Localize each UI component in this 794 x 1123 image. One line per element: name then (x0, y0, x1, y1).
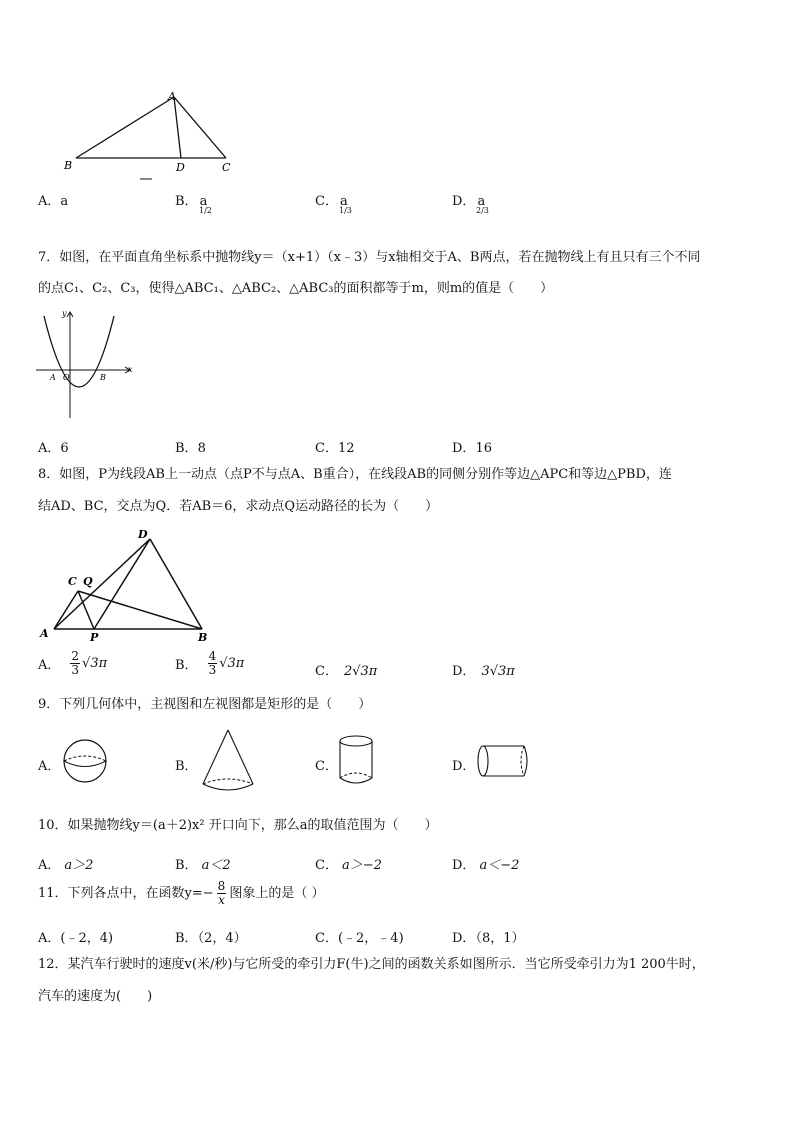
q9-option-d[interactable]: D． (452, 759, 476, 774)
q8-stem-line1: 8．如图，P为线段AB上一动点（点P不与点A、B重合），在线段AB的同侧分别作等边△APC和等边△PBD，连 (38, 467, 672, 482)
label-A: A (168, 90, 176, 103)
q10-option-b[interactable]: B． a＜2 (175, 858, 231, 873)
q7-option-a[interactable]: A．6 (38, 441, 69, 456)
label-D: D (176, 161, 185, 174)
q9-stem: 9．下列几何体中，主视图和左视图都是矩形的是（ ） (38, 697, 372, 712)
q7-parabola-figure (36, 308, 136, 420)
q8-triangles-figure (38, 525, 218, 645)
q6-triangle-figure (60, 90, 250, 180)
q9-option-a[interactable]: A． (38, 759, 61, 774)
label-B: B (100, 373, 106, 382)
upright-cylinder-icon (336, 734, 376, 786)
q6-option-a[interactable]: A．a (38, 194, 69, 209)
q11-option-b[interactable]: B．（2，4） (175, 931, 247, 946)
q7-stem-line2: 的点C₁、C₂、C₃，使得△ABC₁、△ABC₂、△ABC₃的面积都等于m，则m的值是（ ） (38, 281, 554, 296)
q10-option-c[interactable]: C． a＞−2 (315, 858, 382, 873)
q11-option-d[interactable]: D．（8，1） (452, 931, 525, 946)
q6-option-d-sub: 2/3 (476, 206, 489, 215)
q8-stem-line2: 结AD、BC，交点为Q．若AB＝6，求动点Q运动路径的长为（ ） (38, 499, 439, 514)
cone-icon (200, 728, 256, 794)
q12-stem-line2: 汽车的速度为( ) (38, 989, 153, 1004)
label-O: O (63, 373, 70, 382)
label-A: A (40, 627, 49, 640)
q7-option-c[interactable]: C．12 (315, 441, 355, 456)
q10-option-d[interactable]: D． a＜−2 (452, 858, 520, 873)
q9-option-b[interactable]: B． (175, 759, 198, 774)
q6-option-b[interactable]: B． a 1/2 (175, 194, 212, 215)
q11-option-c[interactable]: C．(﹣2，﹣4) (315, 931, 404, 946)
q8-option-a-fraction: $\frac{2}{3}$ (71, 649, 80, 678)
label-B: B (64, 159, 73, 172)
q7-option-d[interactable]: D．16 (452, 441, 492, 456)
label-x: x (128, 365, 133, 374)
q8-option-b[interactable]: B． $\frac{4}{3}$ √3π (175, 649, 245, 678)
q8-option-b-fraction: $\frac{4}{3}$ (208, 649, 217, 678)
q8-option-c[interactable]: C． 2√3π (315, 664, 378, 679)
q12-stem-line1: 12．某汽车行驶时的速度v(米/秒)与它所受的牵引力F(牛)之间的函数关系如图所示．当它所受牵引力为1 200牛时， (38, 957, 705, 972)
label-P: P (90, 631, 99, 644)
q9-option-c[interactable]: C． (315, 759, 338, 774)
q7-stem-line1: 7．如图，在平面直角坐标系中抛物线y＝（x+1）（x﹣3）与x轴相交于A、B两点，若在抛物线上有且只有三个不同 (38, 250, 701, 265)
label-A: A (50, 373, 56, 382)
label-B: B (198, 631, 208, 644)
q6-option-b-sub: 1/2 (199, 206, 212, 215)
label-D: D (138, 528, 148, 541)
q11-option-a[interactable]: A．(﹣2，4) (38, 931, 114, 946)
label-C: C (68, 575, 77, 588)
q6-option-c-sub: 1/3 (339, 206, 352, 215)
lying-cylinder-icon (474, 743, 532, 779)
q6-option-c[interactable]: C． a 1/3 (315, 194, 352, 215)
sphere-icon (62, 738, 108, 784)
q8-option-d[interactable]: D． 3√3π (452, 664, 515, 679)
label-C: C (222, 161, 231, 174)
q10-option-a[interactable]: A． a＞2 (38, 858, 94, 873)
label-Q: Q (83, 575, 93, 588)
label-y: y (62, 309, 67, 318)
q10-stem: 10．如果抛物线y＝(a＋2)x² 开口向下，那么a的取值范围为（ ） (38, 818, 438, 833)
q6-option-d[interactable]: D． a 2/3 (452, 194, 489, 215)
q7-option-b[interactable]: B．8 (175, 441, 206, 456)
q11-stem: 11．下列各点中，在函数y=− $\frac{8}{x}$ 图象上的是（ ） (38, 879, 325, 908)
q8-option-a[interactable]: A． $\frac{2}{3}$ √3π (38, 649, 108, 678)
q11-fraction: $\frac{8}{x}$ (217, 879, 226, 908)
